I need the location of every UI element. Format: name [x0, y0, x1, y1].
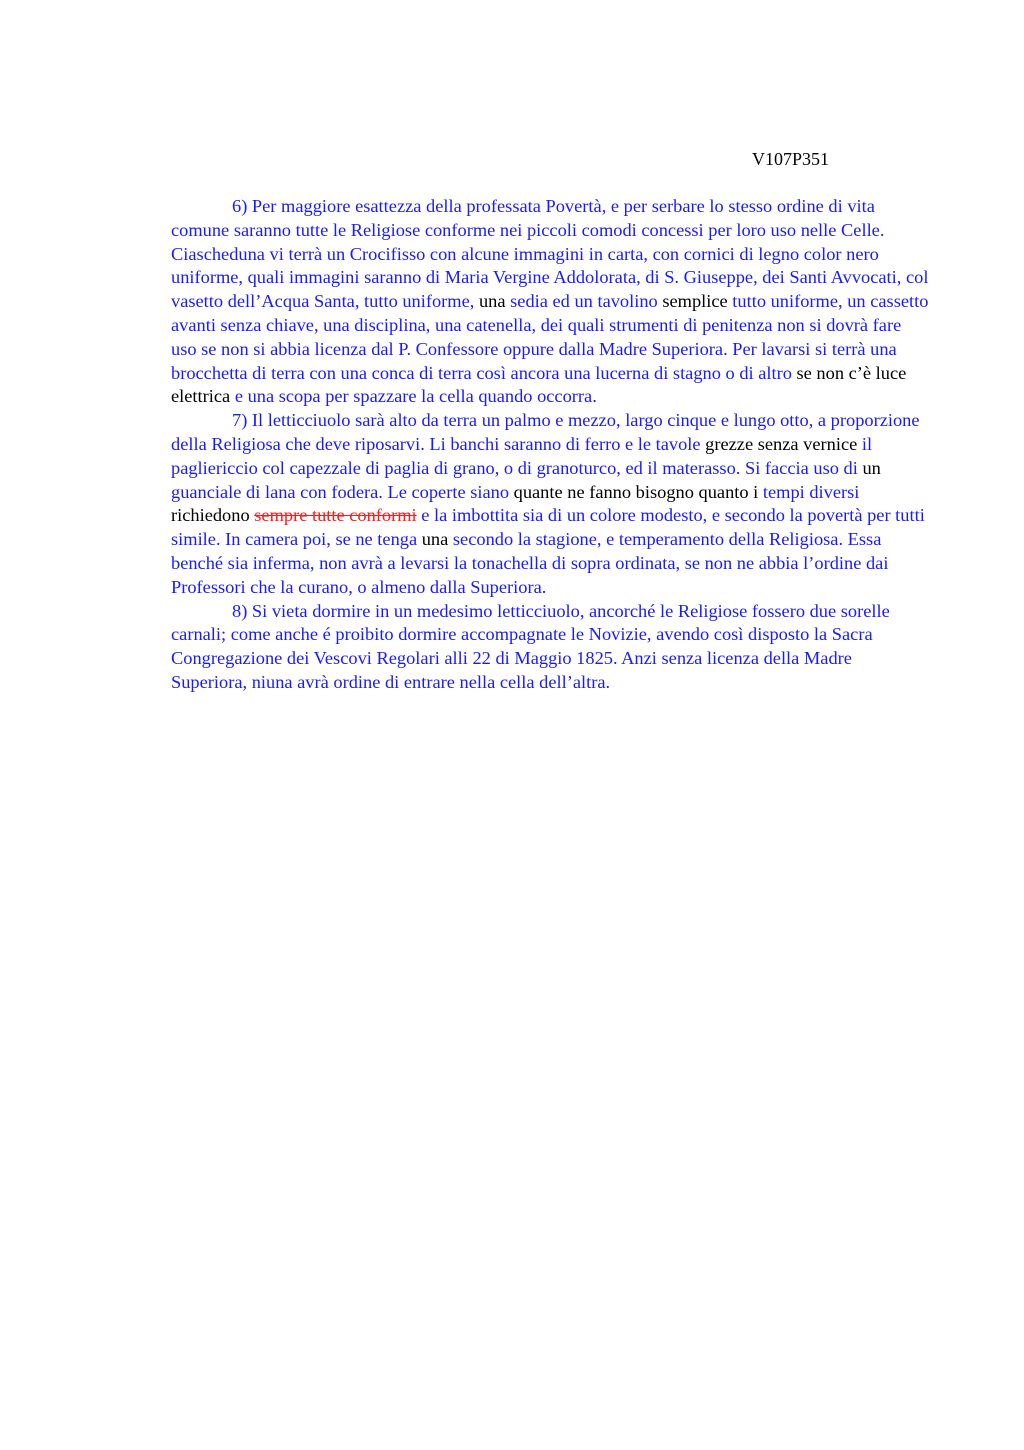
- inserted-text: tutto uniforme, un cassetto avanti senza chiave, una disciplina, una catenella, dei quali strumenti di penitenza non si dovrà fare uso se non si abbia licenza dal P. Confessore oppure dalla Madre Superiora. Per lavarsi si terrà una brocchetta di terra con una conca di terra così ancora una lucerna di stagno o di altro: [171, 291, 929, 383]
- inserted-text: guanciale di lana con fodera. Le coperte siano: [171, 481, 514, 502]
- original-text: se non c’è luce elettrica: [171, 362, 907, 407]
- paragraph-6: [171, 195, 931, 409]
- inserted-text: il pagliericcio col capezzale di paglia di grano, o di granoturco, ed il materasso. Si faccia uso di: [171, 433, 873, 478]
- original-text: quante ne fanno bisogno quanto i: [513, 481, 763, 502]
- paragraph-7: [171, 409, 931, 599]
- original-text: un: [862, 457, 881, 478]
- inserted-text: 7) Il letticciuolo sarà alto da terra un palmo e mezzo, largo cinque e lungo otto, a proporzione della Religiosa che deve riposarvi. Li banchi saranno di ferro e le tavole: [171, 410, 920, 454]
- deleted-text: sempre tutte conformi: [254, 505, 417, 526]
- inserted-text: e una scopa per spazzare la cella quando occorra.: [234, 386, 597, 407]
- page-identifier: V107P351: [752, 149, 830, 169]
- original-text: una: [478, 291, 511, 312]
- inserted-text: 6) Per maggiore esattezza della professata Povertà, e per serbare lo stesso ordine di vita comune saranno tutte le Religiose conforme nei piccoli comodi concessi per loro uso nelle Celle. Ciascheduna vi terrà un Crocifisso con alcune immagini in carta, con cornici di legno color nero uniforme, quali immagini saranno di Maria Vergine Addolorata, di S. Giuseppe, dei Santi Avvocati, col vasetto dell’Acqua Santa, tutto uniforme,: [171, 196, 929, 312]
- original-text: grezze senza vernice: [705, 433, 862, 454]
- inserted-text: tempi diversi: [762, 481, 860, 502]
- inserted-text: secondo la stagione, e temperamento della Religiosa. Essa benché sia inferma, non avrà a levarsi la tonachella di sopra ordinata, se non ne abbia l’ordine dai Professori che la curano, o almeno dalla Superiora.: [171, 529, 889, 597]
- paragraph-8: [171, 600, 931, 695]
- original-text: richiedono: [171, 505, 255, 526]
- original-text: semplice: [662, 291, 733, 312]
- inserted-text: e la imbottita sia di un colore modesto, e secondo la povertà per tutti simile. In camera poi, se ne tenga: [171, 505, 925, 550]
- original-text: una: [421, 529, 453, 550]
- inserted-text: sedia ed un tavolino: [510, 291, 663, 312]
- document-body: [171, 195, 931, 695]
- inserted-text: 8) Si vieta dormire in un medesimo letticciuolo, ancorché le Religiose fossero due sorelle carnali; come anche é proibito dormire accompagnate le Novizie, avendo così disposto la Sacra Congregazione dei Vescovi Regolari alli 22 di Maggio 1825. Anzi senza licenza della Madre Superiora, niuna avrà ordine di entrare nella cella dell’altra.: [171, 600, 890, 692]
